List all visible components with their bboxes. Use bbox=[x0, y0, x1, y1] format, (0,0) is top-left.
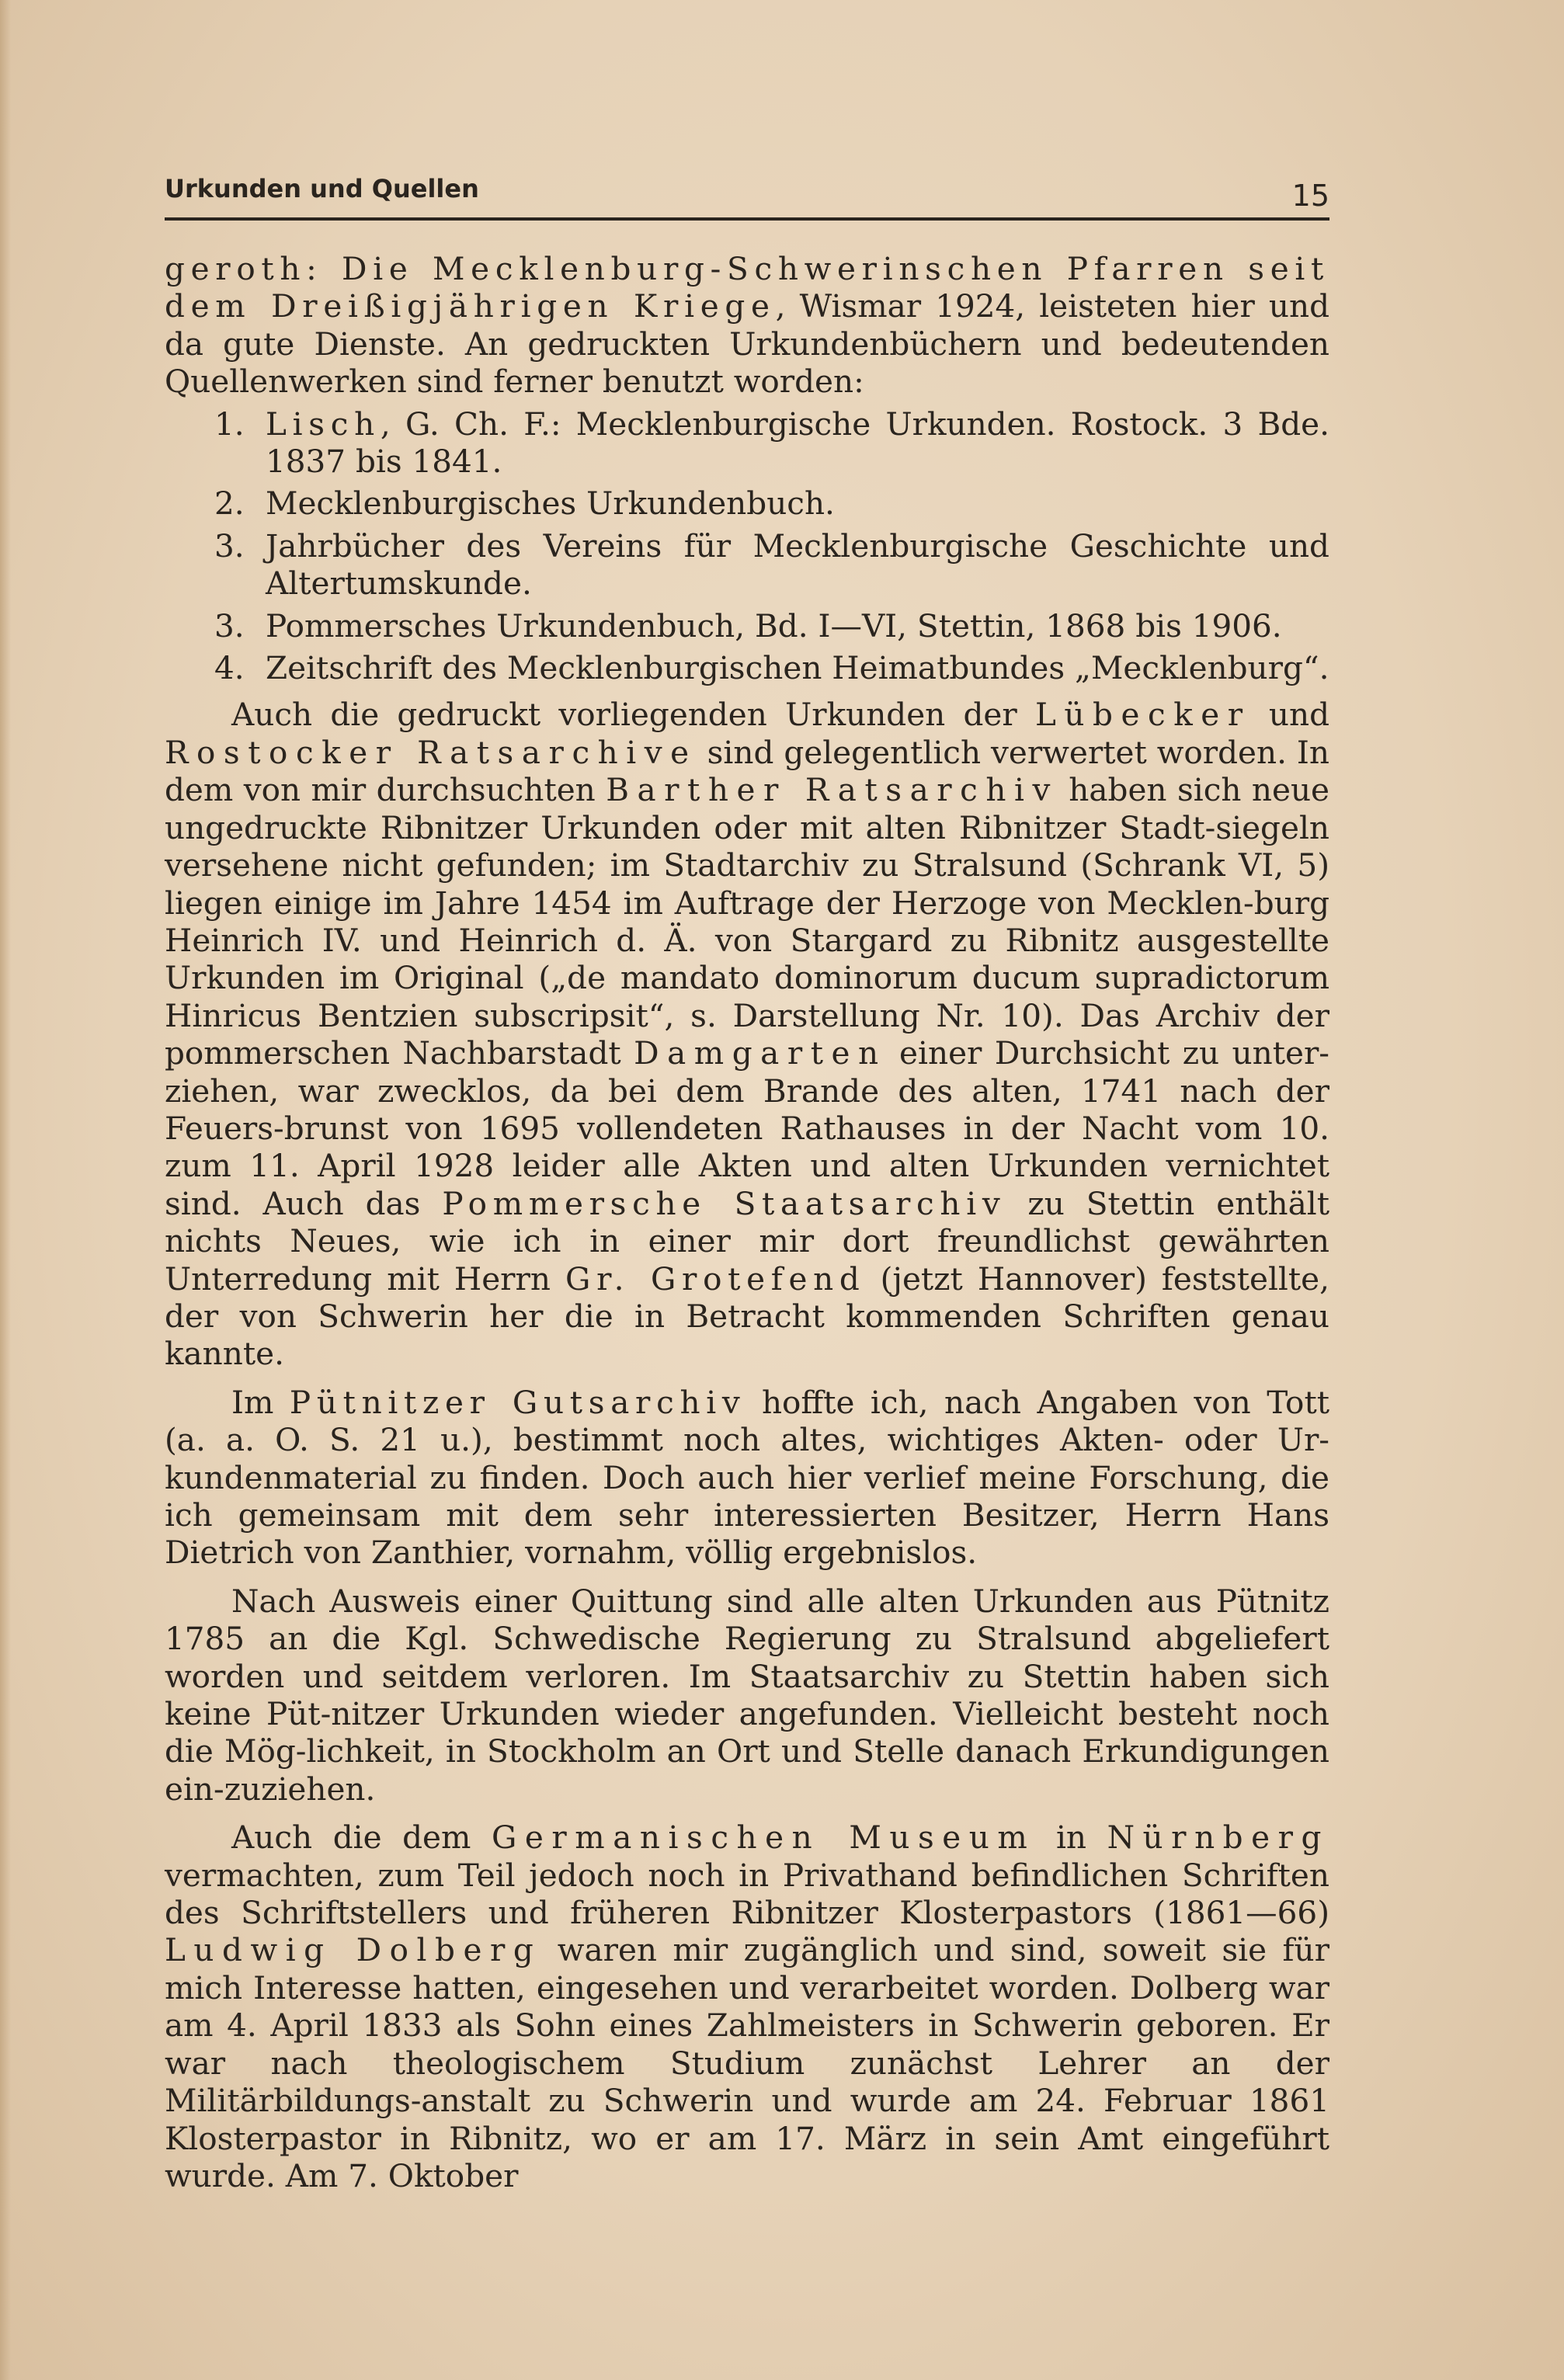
list-item-number: 4. bbox=[214, 649, 245, 687]
text-run: haben sich neue ungedruckte Ribnitzer Urkunden oder mit alten Ribnitzer Stadt-siegeln versehene nicht gefunden; im Stadtarchiv zu Stralsund (Schrank VI, 5) liegen einige im Jahre 1454 im Auftrage der Herzoge von Mecklen-burg Heinrich IV. und Heinrich d. Ä. von Stargard zu Ribnitz ausgestellte Urkunden im Original („de mandato dominorum ducum supradictorum Hinricus Bentzien subscripsit“, s. Darstellung Nr. 10). Das Archiv der pommerschen Nachbarstadt bbox=[165, 771, 1329, 1072]
paragraph-archives bbox=[165, 696, 1329, 1372]
text-run: hoffte ich, nach Angaben von Tott (a. a. O. S. 21 u.), bestimmt noch altes, wichtiges Akten- oder Ur-kundenmaterial zu finden. Doch auch hier verlief meine Forschung, die ich gemeinsam mit dem sehr interessierten Besitzer, Herrn Hans Dietrich von Zanthier, vornahm, völlig ergebnislos. bbox=[165, 1383, 1329, 1572]
list-item-author: Lisch bbox=[266, 405, 381, 443]
text-run: zu Stettin enthält nichts Neues, wie ich in einer mir dort freundlichst gewährten Unterredung mit Herrn bbox=[165, 1184, 1329, 1298]
text-run: in bbox=[1035, 1819, 1107, 1857]
page-number: 15 bbox=[1291, 179, 1329, 213]
spaced-term: Pommersche Staatsarchiv bbox=[442, 1184, 1006, 1222]
list-item-text: Jahrbücher des Vereins für Mecklenburgische Geschichte und Altertumskunde. bbox=[266, 526, 1329, 603]
list-item-detail: , G. Ch. F.: Mecklenburgische Urkunden. Rostock. 3 Bde. 1837 bis 1841. bbox=[266, 405, 1329, 481]
spaced-term: Nürnberg bbox=[1107, 1819, 1329, 1857]
sources-list bbox=[165, 405, 1329, 687]
body-text bbox=[165, 250, 1329, 2194]
list-item bbox=[165, 607, 1329, 645]
list-item-number: 1. bbox=[214, 405, 245, 443]
text-run: einer Durchsicht zu unter-ziehen, war zwecklos, da bei dem Brande des alten, 1741 nach der Feuers-brunst von 1695 vollendeten Rathauses in der Nacht vom 10. zum 11. April 1928 leider alle Akten und alten Urkunden vernichtet sind. Auch das bbox=[165, 1034, 1329, 1222]
list-item-text bbox=[266, 405, 1329, 481]
list-item bbox=[165, 405, 1329, 481]
list-item-number: 3. bbox=[214, 526, 245, 565]
spaced-term: Pütnitzer Gutsarchiv bbox=[289, 1383, 746, 1421]
paragraph-quittung bbox=[165, 1583, 1329, 1808]
spaced-term: Damgarten bbox=[634, 1034, 887, 1072]
list-item-text: Zeitschrift des Mecklenburgischen Heimatbundes „Mecklenburg“. bbox=[266, 649, 1329, 687]
text-run: Im bbox=[231, 1383, 290, 1421]
intro-text: , Wismar 1924, leisteten hier und da gute Dienste. An gedruckten Urkundenbüchern und bedeutenden Quellenwerken sind ferner benutzt worden: bbox=[165, 287, 1329, 401]
spaced-term: Lübecker bbox=[1035, 696, 1251, 734]
list-item-text: Pommersches Urkundenbuch, Bd. I—VI, Stettin, 1868 bis 1906. bbox=[266, 606, 1282, 645]
text-run: Auch die gedruckt vorliegenden Urkunden der bbox=[231, 696, 1035, 734]
text-run: und bbox=[1250, 696, 1329, 734]
list-item-number: 3. bbox=[214, 606, 245, 645]
intro-paragraph bbox=[165, 250, 1329, 401]
spaced-term: Barther Ratsarchiv bbox=[606, 771, 1058, 809]
text-run: waren mir zugänglich und sind, soweit sie für mich Interesse hatten, eingesehen und verarbeitet worden. Dolberg war am 4. April 1833 als Sohn eines Zahlmeisters in Schwerin geboren. Er war nach theologischem Studium zunächst Lehrer an der Militärbildungs-anstalt zu Schwerin und wurde am 24. Februar 1861 Klosterpastor in Ribnitz, wo er am 17. März in sein Amt eingeführt wurde. Am 7. Oktober bbox=[165, 1931, 1329, 2194]
running-header bbox=[165, 169, 1329, 224]
list-item bbox=[165, 649, 1329, 686]
text-run: sind gelegentlich verwertet worden. In dem von mir durchsuchten bbox=[165, 733, 1330, 809]
list-item-text: Mecklenburgisches Urkundenbuch. bbox=[266, 485, 835, 523]
header-rule bbox=[165, 217, 1329, 221]
intro-spaced-title: Die Mecklenburg-Schwerinschen Pfarren seit dem Dreißigjährigen Kriege bbox=[165, 250, 1329, 325]
spaced-term: Rostocker Ratsarchive bbox=[165, 733, 697, 771]
list-item bbox=[165, 485, 1329, 522]
text-run: vermachten, zum Teil jedoch noch in Privathand befindlichen Schriften des Schriftstellers und früheren Ribnitzer Klosterpastors (1861—66) bbox=[165, 1856, 1329, 1932]
spaced-term: Ludwig Dolberg bbox=[165, 1931, 542, 1969]
paragraph-dolberg bbox=[165, 1819, 1329, 2194]
text-run: (jetzt Hannover) feststellte, der von Schwerin her die in Betracht kommenden Schriften genau kannte. bbox=[165, 1259, 1329, 1373]
spaced-term: Gr. Grotefend bbox=[565, 1259, 866, 1298]
list-item-number: 2. bbox=[214, 485, 245, 523]
list-item bbox=[165, 527, 1329, 603]
paragraph-puetnitz bbox=[165, 1384, 1329, 1572]
text-run: Nach Ausweis einer Quittung sind alle alten Urkunden aus Pütnitz 1785 an die Kgl. Schwedische Regierung zu Stralsund abgeliefert worden und seitdem verloren. Im Staatsarchiv zu Stettin haben sich keine Püt-nitzer Urkunden wieder angefunden. Vielleicht besteht noch die Mög-lichkeit, in Stockholm an Ort und Stelle danach Erkundigungen ein-zuziehen. bbox=[165, 1582, 1329, 1808]
intro-author-fragment: geroth: bbox=[165, 250, 342, 287]
running-title: Urkunden und Quellen bbox=[165, 174, 479, 203]
page-edge-shadow bbox=[0, 0, 11, 2380]
text-run: Auch die dem bbox=[231, 1819, 492, 1857]
spaced-term: Germanischen Museum bbox=[492, 1819, 1036, 1857]
